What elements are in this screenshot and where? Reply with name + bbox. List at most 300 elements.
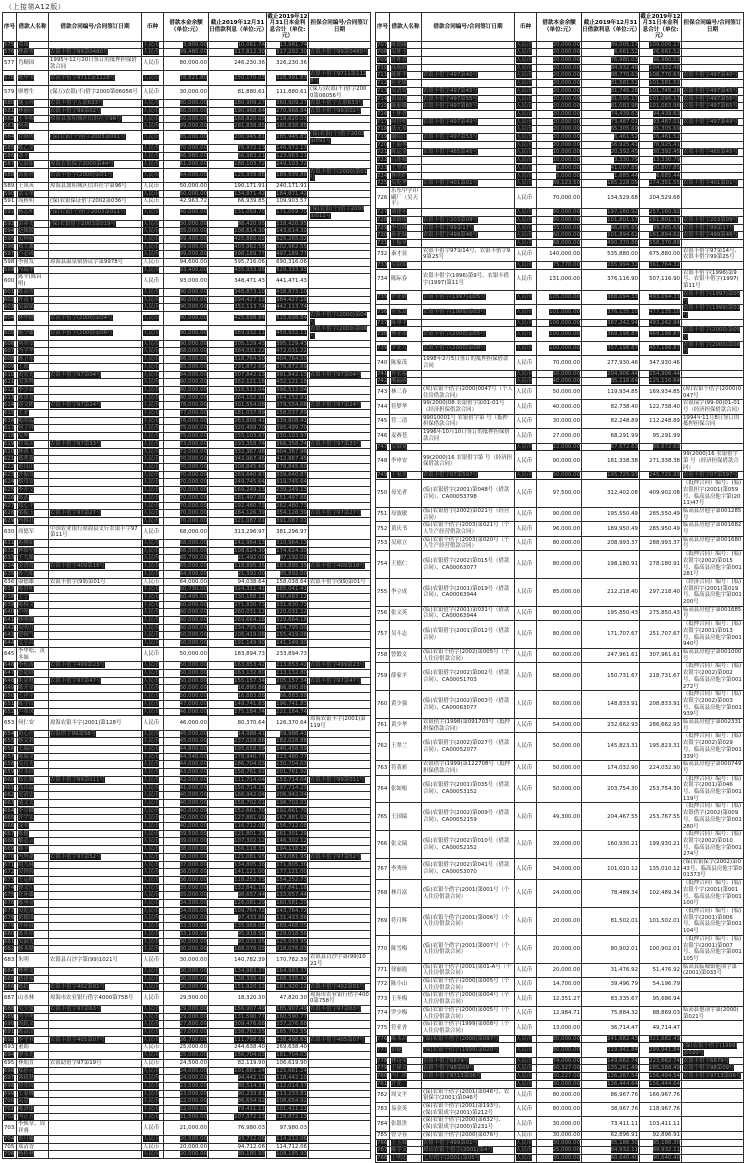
cell-guarantee-contract [309, 799, 371, 807]
cell-principal: 30,227.00 [537, 1073, 582, 1081]
cell-borrower-name: 李申安 [390, 451, 422, 472]
cell-total: 384,427.19 [267, 296, 309, 304]
cell-principal: 64,500.00 [164, 570, 209, 578]
cell-principal: 35,000.00 [164, 228, 209, 236]
cell-serial: 595 [3, 235, 17, 243]
cell-borrower-name: 王明忠 [390, 1154, 422, 1162]
cell-loan-contract [49, 624, 142, 632]
cell-interest: 126,081.20 [209, 900, 267, 908]
cell-interest: 81,095.17 [582, 95, 640, 103]
cell-currency: 人民币 [515, 385, 537, 399]
cell-guarantee-contract: 农银丰借字203第09号 [682, 216, 744, 224]
cell-guarantee-contract: 农银丰借字五联633号 [309, 100, 371, 108]
cell-serial: 704 [3, 1135, 17, 1143]
cell-guarantee-contract [682, 239, 744, 247]
cell-guarantee-contract: 1994年11月8日签订的抵押担保合同 [682, 414, 744, 428]
cell-currency: 人民币 [142, 1067, 164, 1075]
cell-currency: 人民币 [142, 145, 164, 153]
cell-principal: 40,000.00 [537, 400, 582, 414]
cell-total: 168,335.43 [267, 976, 309, 984]
cell-principal: 70,000.00 [164, 494, 209, 502]
cell-loan-contract: (临)农银个借字(2003)第021号（个人生产经营借款合同） [422, 522, 515, 536]
cell-total: 245,725.93 [640, 472, 682, 480]
cell-loan-contract: 琼海县加积城区信用社字第96号 [49, 182, 142, 190]
table-row [3, 115, 371, 123]
cell-currency: 人民币 [142, 402, 164, 410]
cell-guarantee-contract [309, 1044, 371, 1052]
cell-interest: 269,640.87 [209, 471, 267, 479]
table-row [3, 1121, 371, 1135]
cell-total: 125,033.95 [267, 938, 309, 946]
table-row [3, 326, 371, 340]
cell-interest: 308,845.60 [209, 464, 267, 472]
cell-currency: 人民币 [515, 141, 537, 149]
cell-borrower-name: 王丽琴 [390, 141, 422, 149]
cell-loan-contract: (临)农银个借字(1999)第008号（个人住房借款合同） [422, 1021, 515, 1035]
cell-total: 204,529.68 [640, 187, 682, 208]
cell-currency: 人民币 [515, 290, 537, 304]
cell-total: 101,411.11 [267, 1106, 309, 1114]
cell-principal: 50,000.00 [537, 472, 582, 480]
table-row [376, 1080, 744, 1088]
cell-serial: 684 [3, 968, 17, 976]
table-row [3, 510, 371, 518]
cell-total: 404,764.50 [267, 356, 309, 364]
cell-borrower-name: 王家槐 [17, 1090, 49, 1098]
cell-serial: 638 [3, 593, 17, 601]
cell-interest: 41,007.85 [582, 164, 640, 172]
cell-currency: 人民币 [515, 262, 537, 270]
cell-currency: 人民币 [142, 198, 164, 206]
cell-principal: 85,000.00 [537, 578, 582, 606]
cell-interest: 192,480.73 [209, 502, 267, 510]
cell-guarantee-contract: 琼海市农业银行借字4000第758号 [310, 991, 369, 1005]
cell-guarantee-contract [309, 861, 371, 869]
table-row [3, 1106, 371, 1114]
cell-total: 339,640.87 [267, 471, 309, 479]
cell-principal: 20,000.00 [537, 95, 582, 103]
cell-total: 208,833.91 [640, 691, 682, 719]
table-row [3, 259, 371, 267]
cell-guarantee-contract [309, 685, 371, 693]
cell-loan-contract [49, 288, 142, 296]
cell-borrower-name: 吴淑娟 [390, 262, 422, 270]
cell-currency: 人民币 [515, 1035, 537, 1043]
cell-guarantee-contract [309, 494, 371, 502]
cell-principal: 20,500.00 [164, 1135, 209, 1143]
cell-principal: 60,000.00 [537, 648, 582, 662]
cell-loan-contract: 农银丰借字(2000)第08号 [422, 341, 515, 355]
cell-principal: 42,963.72 [164, 198, 209, 206]
cell-currency: 人民币 [515, 480, 537, 508]
cell-interest: 64,932.11 [582, 1147, 640, 1155]
cell-guarantee-contract [309, 968, 371, 976]
cell-loan-contract [49, 876, 142, 884]
cell-guarantee-contract [309, 190, 371, 198]
cell-currency: 人民币 [515, 429, 537, 443]
cell-borrower-name: 王凤英 [17, 182, 49, 190]
table-row [3, 991, 371, 1005]
cell-borrower-name: 曾令春 [390, 1131, 422, 1139]
cell-serial: 786 [376, 1139, 390, 1147]
cell-borrower-name: 王玉妹 [390, 1139, 422, 1147]
cell-guarantee-contract [309, 115, 371, 123]
table-row [376, 187, 744, 208]
cell-borrower-name: 李守业 [17, 1036, 49, 1044]
cell-serial: 649 [3, 685, 17, 693]
cell-total: 323,480.77 [267, 753, 309, 761]
cell-interest: 81,745.28 [582, 87, 640, 95]
cell-borrower-name: 李祖发 [17, 259, 49, 267]
cell-serial: 730 [376, 232, 390, 240]
cell-total: 96,980.03 [640, 57, 682, 65]
cell-borrower-name: 吴清安 [390, 87, 422, 95]
cell-borrower-name: 徐丽霞 [390, 963, 422, 977]
cell-loan-contract: (临)农银个借字(2002)第005号（个人住房借款合同） [422, 648, 515, 662]
cell-principal: 94,600.00 [164, 259, 209, 267]
cell-serial: 705 [3, 1143, 17, 1151]
cell-borrower-name: 张文瑞 [390, 831, 422, 859]
table-row [3, 107, 371, 115]
cell-borrower-name: 周文彬 [17, 402, 49, 410]
cell-currency: 人民币 [142, 876, 164, 884]
cell-principal: 30,000.00 [537, 1117, 582, 1131]
cell-guarantee-contract: 农银丰借字97第27号 [309, 510, 371, 518]
cell-serial: 582 [3, 115, 17, 123]
table-row [376, 164, 744, 172]
cell-principal: 9,800.00 [537, 164, 582, 172]
cell-total: 146,302.12 [267, 838, 309, 846]
cell-borrower-name: 何仁安 [17, 716, 49, 730]
cell-serial: 787 [376, 1147, 390, 1155]
table-row [3, 884, 371, 892]
cell-guarantee-contract: 农银个借字98第09号 [682, 1065, 744, 1073]
cell-principal: 70,000.00 [164, 471, 209, 479]
cell-borrower-name: 谢绍川 [390, 134, 422, 142]
cell-principal: 66,980.00 [164, 153, 209, 161]
table-row [376, 1088, 744, 1102]
cell-guarantee-contract: 临高县房他字第002331号 [682, 719, 744, 733]
cell-interest: 82,248.89 [582, 414, 640, 428]
cell-guarantee-contract: (保)农银保字(2002)第043号、临高县房他字第001373号 [683, 859, 742, 879]
cell-loan-contract [49, 274, 142, 288]
cell-interest: 285,994.32 [582, 262, 640, 270]
cell-loan-contract: 农银丰借字203第09号 [422, 216, 515, 224]
cell-principal: 30,000.00 [537, 1139, 582, 1147]
cell-total: 171,059.70 [267, 206, 309, 220]
col-header-currency: 币种 [515, 13, 537, 42]
cell-guarantee-contract [309, 1067, 371, 1075]
cell-interest: 3,330.79 [582, 157, 640, 165]
cell-currency: 人民币 [515, 180, 537, 188]
cell-serial: 670 [3, 853, 17, 861]
cell-borrower-name: 林鸿飞 [17, 448, 49, 456]
cell-guarantee-contract: 临高县临城镇他项字第(2001)第033号 [682, 963, 744, 977]
cell-principal: 26,700.00 [164, 1036, 209, 1044]
cell-borrower-name: 许亚二 [390, 1080, 422, 1088]
cell-principal: 24,000.00 [537, 880, 582, 908]
cell-interest: 80,370.64 [209, 716, 267, 730]
cell-principal: 93,400.00 [164, 266, 209, 274]
cell-serial: 666 [3, 823, 17, 831]
cell-currency: 人民币 [515, 87, 537, 95]
cell-principal: 25,000.00 [164, 1044, 209, 1052]
cell-serial: 733 [376, 262, 390, 270]
cell-serial: 584 [3, 131, 17, 145]
cell-guarantee-contract: 农银丰借字497第65号 [682, 103, 744, 111]
cell-guarantee-contract: 农银丰借字(2000)第01号 [309, 168, 371, 182]
table-row [3, 823, 371, 831]
cell-interest: 1,685.44 [582, 172, 640, 180]
cell-borrower-name: 李松涛 [17, 662, 49, 670]
cell-total: 469,198.87 [640, 327, 682, 341]
cell-total: 125,116.64 [640, 378, 682, 386]
cell-loan-contract: (临)农银个借字(2001)第007号（个人住房借款合同） [422, 935, 515, 963]
cell-interest: 293,358.74 [209, 440, 267, 448]
cell-total: 239,249.13 [267, 487, 309, 495]
cell-borrower-name: 钟维坚 [17, 547, 49, 555]
cell-borrower-name: 陈平(陈昌明) [17, 274, 49, 288]
cell-serial: 744 [376, 400, 390, 414]
cell-principal: 68,000.00 [164, 540, 209, 548]
cell-loan-contract: 农银丰借字9713第06号 [422, 1073, 515, 1081]
table-row [3, 708, 371, 716]
table-row [376, 110, 744, 118]
cell-interest: 376,116.90 [582, 269, 640, 290]
cell-serial: 759 [376, 663, 390, 691]
cell-total: 161,801.17 [640, 216, 682, 224]
cell-currency: 人民币 [515, 733, 537, 761]
table-row [376, 327, 744, 341]
cell-total: 493,094.33 [640, 290, 682, 304]
cell-borrower-name: 杨桂秋 [17, 1151, 49, 1159]
cell-serial: 777 [376, 1043, 390, 1057]
table-row [3, 946, 371, 954]
cell-currency: 人民币 [142, 386, 164, 394]
cell-loan-contract [422, 80, 515, 88]
table-row [376, 536, 744, 550]
cell-guarantee-contract [309, 570, 371, 578]
cell-total: 347,930.46 [640, 356, 682, 370]
cell-borrower-name: 许妚贵 [390, 57, 422, 65]
cell-serial: 745 [376, 414, 390, 428]
cell-principal: 30,000.00 [537, 414, 582, 428]
table-row [3, 288, 371, 296]
cell-interest: 208,993.37 [582, 536, 640, 550]
cell-interest: 260,031.12 [209, 609, 267, 617]
cell-total: 337,276.68 [267, 1021, 309, 1029]
cell-guarantee-contract: 农银丰借字6879号 [682, 1057, 744, 1065]
cell-loan-contract: 农银丰借字99第17号 [422, 224, 515, 232]
table-row [376, 400, 744, 414]
cell-borrower-name: 陈泽龙 [17, 394, 49, 402]
table-row [376, 451, 744, 472]
cell-loan-contract: 农银丰借字07第597号 [422, 472, 515, 480]
cell-currency: 人民币 [515, 859, 537, 880]
cell-principal: 80,000.00 [537, 1102, 582, 1116]
cell-borrower-name: 陈雪梅 [390, 935, 422, 963]
cell-serial: 774 [376, 1006, 390, 1020]
cell-borrower-name: 张文英 [390, 606, 422, 620]
cell-serial: 610 [3, 371, 17, 379]
cell-guarantee-contract [309, 123, 371, 131]
cell-principal: 39,000.00 [164, 838, 209, 846]
cell-loan-contract [49, 815, 142, 823]
cell-principal: 20,000.00 [164, 1143, 209, 1151]
cell-loan-contract [422, 1080, 515, 1088]
cell-currency: 人民币 [515, 41, 537, 49]
cell-total: 50,807.85 [640, 164, 682, 172]
cell-guarantee-contract [309, 220, 371, 228]
cell-loan-contract: (保)农银(个)借字2003第011号 [49, 206, 142, 220]
cell-total: 253,754.30 [640, 775, 682, 803]
cell-borrower-name: 郭丽君 [17, 168, 49, 182]
table-row [3, 776, 371, 784]
cell-interest: 278,940.77 [209, 753, 267, 761]
cell-total: 184,871.42 [267, 190, 309, 198]
cell-borrower-name: 林三春 [390, 385, 422, 399]
cell-loan-contract [49, 410, 142, 418]
cell-interest: 160,930.21 [582, 831, 640, 859]
cell-currency: 人民币 [142, 716, 164, 730]
cell-interest: 21,392.00 [209, 570, 267, 578]
cell-interest: 246,230.36 [209, 57, 267, 71]
cell-loan-contract: (临)农银借字(2001)第031号（借款合同）、CA00063944 [422, 606, 515, 620]
cell-total: 271,338.38 [640, 451, 682, 472]
cell-principal: 10,000.00 [537, 149, 582, 157]
cell-borrower-name: 冯推壮 [17, 517, 49, 525]
cell-loan-contract [422, 319, 515, 327]
cell-guarantee-contract [309, 823, 371, 831]
cell-interest: 237,028.88 [209, 738, 267, 746]
cell-serial: 586 [3, 153, 17, 161]
cell-currency: 人民币 [142, 107, 164, 115]
cell-principal: 80,000.00 [537, 1043, 582, 1057]
cell-serial: 626 [3, 494, 17, 502]
cell-principal: 90,000.00 [537, 507, 582, 521]
cell-loan-contract: (保)农银个借字(2001)第046号、农银保字(2001)第046号 [422, 1088, 515, 1102]
cell-borrower-name: 冯所豪 [17, 853, 49, 861]
cell-total: 76,925.41 [640, 141, 682, 149]
cell-total: 326,230.36 [267, 57, 309, 71]
table-row [376, 648, 744, 662]
cell-interest: 169,249.13 [209, 487, 267, 495]
table-row [3, 356, 371, 364]
cell-interest: 277,930.46 [582, 356, 640, 370]
cell-currency: 人民币 [515, 1073, 537, 1081]
cell-total: 285,550.49 [640, 507, 682, 521]
table-row [376, 378, 744, 386]
table-row [376, 180, 744, 188]
cell-guarantee-contract [309, 693, 371, 701]
cell-serial: 682 [3, 946, 17, 954]
cell-guarantee-contract: 临高县房他字第001680号 [682, 536, 744, 550]
cell-serial: 716 [376, 110, 390, 118]
cell-currency: 人民币 [142, 41, 164, 49]
table-row [3, 555, 371, 563]
cell-interest: 36,714.47 [582, 1021, 640, 1035]
cell-total: 285,950.49 [640, 522, 682, 536]
cell-total: 135,010.12 [640, 859, 682, 880]
cell-interest: 244,638.40 [209, 1044, 267, 1052]
cell-loan-contract [49, 363, 142, 371]
cell-serial: 729 [376, 224, 390, 232]
cell-principal: 20,000.00 [537, 87, 582, 95]
cell-serial: 778 [376, 1057, 390, 1065]
cell-currency: 人民币 [515, 341, 537, 355]
cell-total: 108,654.92 [267, 1098, 309, 1106]
cell-currency: 人民币 [142, 1143, 164, 1151]
cell-interest: 94,712.06 [209, 1143, 267, 1151]
cell-currency: 人民币 [142, 123, 164, 131]
cell-principal: 5,000.00 [537, 172, 582, 180]
cell-guarantee-contract [309, 1106, 371, 1114]
cell-principal: 29,500.00 [164, 991, 209, 1005]
cell-loan-contract [49, 861, 142, 869]
cell-currency: 人民币 [142, 1052, 164, 1060]
cell-loan-contract: (临)农银借字(2001)第019号（借款合同）、CA00063944 [422, 578, 515, 606]
cell-loan-contract: (临)农银个借字(2000)第005号（个人住房借款合同） [422, 1006, 515, 1020]
table-row [3, 160, 371, 168]
cell-currency: 人民币 [142, 1044, 164, 1052]
cell-currency: 人民币 [142, 846, 164, 854]
cell-principal: 34,000.00 [164, 915, 209, 923]
cell-interest: 119,934.85 [582, 385, 640, 399]
cell-total: 128,872.13 [267, 1113, 309, 1121]
cell-principal: 20,000.00 [537, 118, 582, 126]
cell-loan-contract [49, 502, 142, 510]
cell-serial: 627 [3, 502, 17, 510]
table-row [3, 340, 371, 348]
table-row [376, 1073, 744, 1081]
cell-principal: 70,000.00 [164, 145, 209, 153]
cell-currency: 人民币 [515, 761, 537, 775]
col-header-borrower: 借款人名称 [17, 13, 49, 42]
cell-loan-contract [49, 807, 142, 815]
cell-currency: 人民币 [515, 451, 537, 472]
cell-loan-contract: 农银借字99第58号 [49, 730, 142, 738]
cell-serial: 578 [3, 71, 17, 85]
cell-currency: 人民币 [142, 1029, 164, 1037]
cell-currency: 人民币 [515, 400, 537, 414]
cell-currency: 人民币 [142, 1005, 164, 1013]
cell-borrower-name: 王业 [17, 410, 49, 418]
cell-principal: 80,000.00 [537, 536, 582, 550]
cell-guarantee-contract [309, 1113, 371, 1121]
cell-guarantee-contract [682, 1139, 744, 1147]
cell-interest: 175,184.74 [209, 708, 267, 716]
cell-guarantee-contract: 农银丰借字465第45号 [682, 149, 744, 157]
cell-loan-contract: (保万)农银(不)借字2000第06056号 [49, 85, 142, 99]
cell-loan-contract [49, 190, 142, 198]
cell-interest: 181,338.38 [582, 451, 640, 472]
cell-interest: 81,880.61 [209, 85, 267, 99]
cell-total: 195,823.31 [640, 733, 682, 761]
cell-borrower-name: 许南丰 [17, 296, 49, 304]
cell-serial: 701 [3, 1106, 17, 1114]
cell-guarantee-contract [309, 1098, 371, 1106]
cell-borrower-name: 许环雄 [17, 892, 49, 900]
cell-total: 213,853.42 [267, 662, 309, 670]
cell-interest: 348,873.10 [209, 288, 267, 296]
table-row [3, 168, 371, 182]
cell-loan-contract [49, 601, 142, 609]
cell-currency: 人民币 [142, 915, 164, 923]
cell-loan-contract [49, 784, 142, 792]
cell-total: 167,881.93 [267, 815, 309, 823]
cell-currency: 人民币 [142, 131, 164, 145]
cell-total: 133,657.44 [267, 892, 309, 900]
